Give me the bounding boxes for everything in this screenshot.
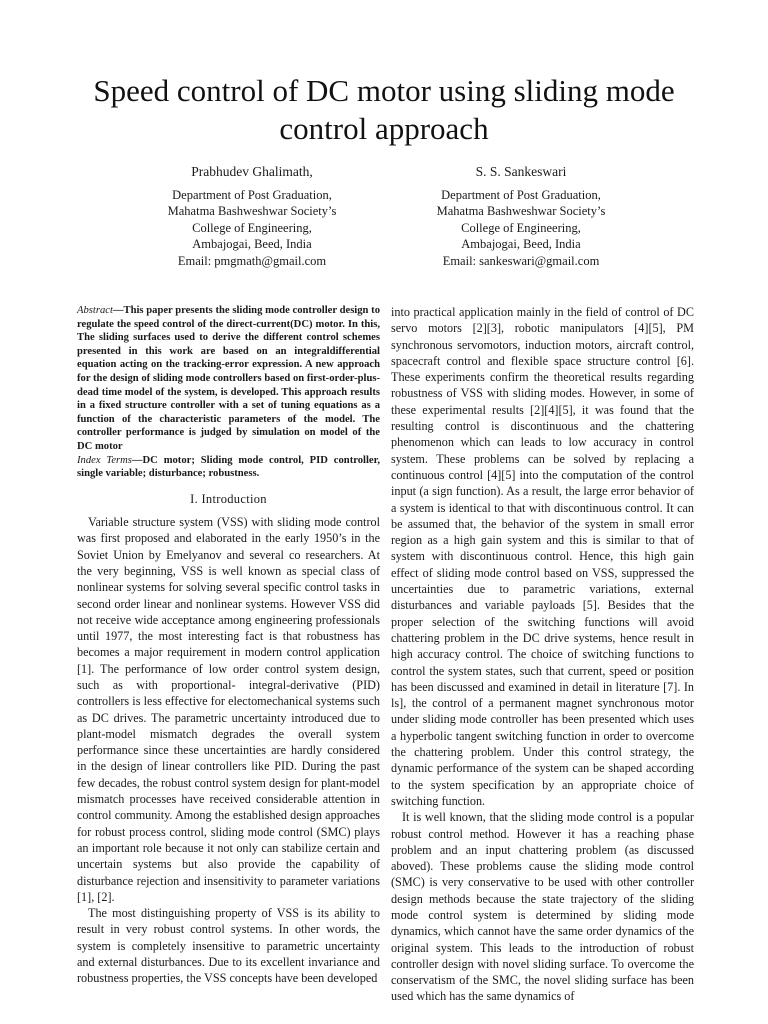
abstract	[77, 304, 380, 454]
index-terms-label: Index Terms	[77, 454, 132, 466]
author-name: Prabhudev Ghalimath,	[191, 164, 313, 179]
author-block-1	[122, 164, 382, 269]
author-block-2	[391, 164, 651, 269]
paragraph: It is well known, that the sliding mode control is a popular robust control method. However it has a reaching phase problem and an input chattering problem (as discussed aboved). These problems cause the sliding mode control (SMC) is very conservative to be used with other controller design methods because the state trajectory of the sliding mode control system is determined by sliding mode dynamics, which cannot have the same order dynamics of the original system. This leads to the introduction of robust controller design with novel sliding surface. To overcome the conservatism of the SMC, the novel sliding surface has been used which has the same dynamics of	[391, 810, 694, 1004]
author-affiliation-line: Mahatma Bashweshwar Society’s	[436, 204, 606, 218]
author-name: S. S. Sankeswari	[475, 164, 567, 179]
author-email: Email: sankeswari@gmail.com	[442, 253, 600, 268]
paragraph: into practical application mainly in the field of control of DC servo motors [2][3], robotic manipulators [4][5], PM synchronous servomotors, induction motors, aircraft control, spacecraft control and flexible space structure control [6]. These experiments confirm the theoretical results regarding robustness of VSS with sliding modes. However, in some of these experimental results [2][4][5], it was found that the resulting control is discontinuous and the chattering phenomenon which can leads to low accuracy in control system. These problems can be solved by replacing a continuous control [4][5] into the computation of the control input (a sign function). As a result, the large error behavior of a system is identical to that with discontinuous control. It can be assumed that, the behavior of the system in small error region as a high gain system and this is similar to that of system with discontinuous control. Hence, this high gain effect of sliding mode control based on VSS, suppressed the uncertainties due to parametric variations, external disturbances and variable payloads [5]. Besides that the proper selection of the switching functions will avoid chattering problem in the DC drive systems, hence result in high accuracy control. The choice of switching functions to control the system states, such that current, speed or position has been discussed and examined in detail in literature [7]. In ls], the control of a permanent magnet synchronous motor under sliding mode controller has been presented which uses a hyperbolic tangent switching function in order to overcome the chattering problem. Under this control strategy, the dynamic performance of the system can be shaped according to the system specification by an appropriate choice of switching function.	[391, 305, 694, 808]
paper-title: Speed control of DC motor using sliding mode control approach	[93, 73, 675, 146]
index-terms-text: —DC motor; Sliding mode control, PID controller, single variable; disturbance; robustness.	[77, 454, 380, 480]
abstract-label: Abstract	[77, 305, 113, 316]
author-affiliation-line: Ambajogai, Beed, India	[192, 237, 312, 251]
author-email: Email: pmgmath@gmail.com	[177, 253, 327, 268]
left-column	[77, 304, 380, 987]
author-affiliation-line: College of Engineering,	[461, 220, 581, 235]
paragraph: The most distinguishing property of VSS is its ability to result in very robust control systems. In other words, the system is completely insensitive to parametric uncertainty and external disturbances. Due to its excellent invariance and robustness properties, the VSS concepts have been developed	[77, 906, 380, 986]
author-affiliation-line: Mahatma Bashweshwar Society’s	[167, 204, 337, 218]
author-affiliation-line: Department of Post Graduation,	[441, 187, 601, 202]
paragraph: Variable structure system (VSS) with sliding mode control was first proposed and elaborated in the early 1950’s in the Soviet Union by Emelyanov and several co researchers. At the very beginning, VSS is well known as special class of nonlinear systems for solving several specific control tasks in second order linear and nonlinear systems. However VSS did not receive wide acceptance among engineering professionals until 1977, the most interesting fact is that robustness has becomes a major requirement in modern control application [1]. The performance of low order control system design, such as with proportional- integral-derivative (PID) controllers is less effective for electomechanical systems such as DC drives. The parametric uncertainty introduced due to plant-model mismatch degrades the overall system performance since these uncertainties are hardly considered in the design of linear controllers like PID. During the past few decades, the robust control system design for plant-model mismatch processes have received considerable attention in control community. Among the established design approaches for robust process control, sliding mode control (SMC) plays an important role because it not only can stabilize certain and uncertain systems but also provide the capability of disturbance rejection and insensitivity to parameter variations [1], [2].	[77, 515, 380, 904]
index-terms	[77, 454, 380, 481]
right-column	[391, 304, 694, 1005]
section-heading: I. Introduction	[190, 491, 267, 506]
author-affiliation-line: College of Engineering,	[192, 220, 312, 235]
abstract-text: —This paper presents the sliding mode controller design to regulate the speed control of the direct-current(DC) motor. In this, The sliding surfaces used to derive the different control schemes presented in this work are based on an integraldifferential equation acting on the tracking-error expression. A new approach for the design of sliding mode controllers based on first-order-plus-dead time model of the system, is developed. This approach results in a fixed structure controller with a set of tuning equations as a function of the characteristic parameters of the model. The controller performance is judged by simulation on model of the DC motor	[77, 305, 380, 452]
author-affiliation-line: Ambajogai, Beed, India	[461, 237, 581, 251]
author-affiliation-line: Department of Post Graduation,	[172, 187, 332, 202]
